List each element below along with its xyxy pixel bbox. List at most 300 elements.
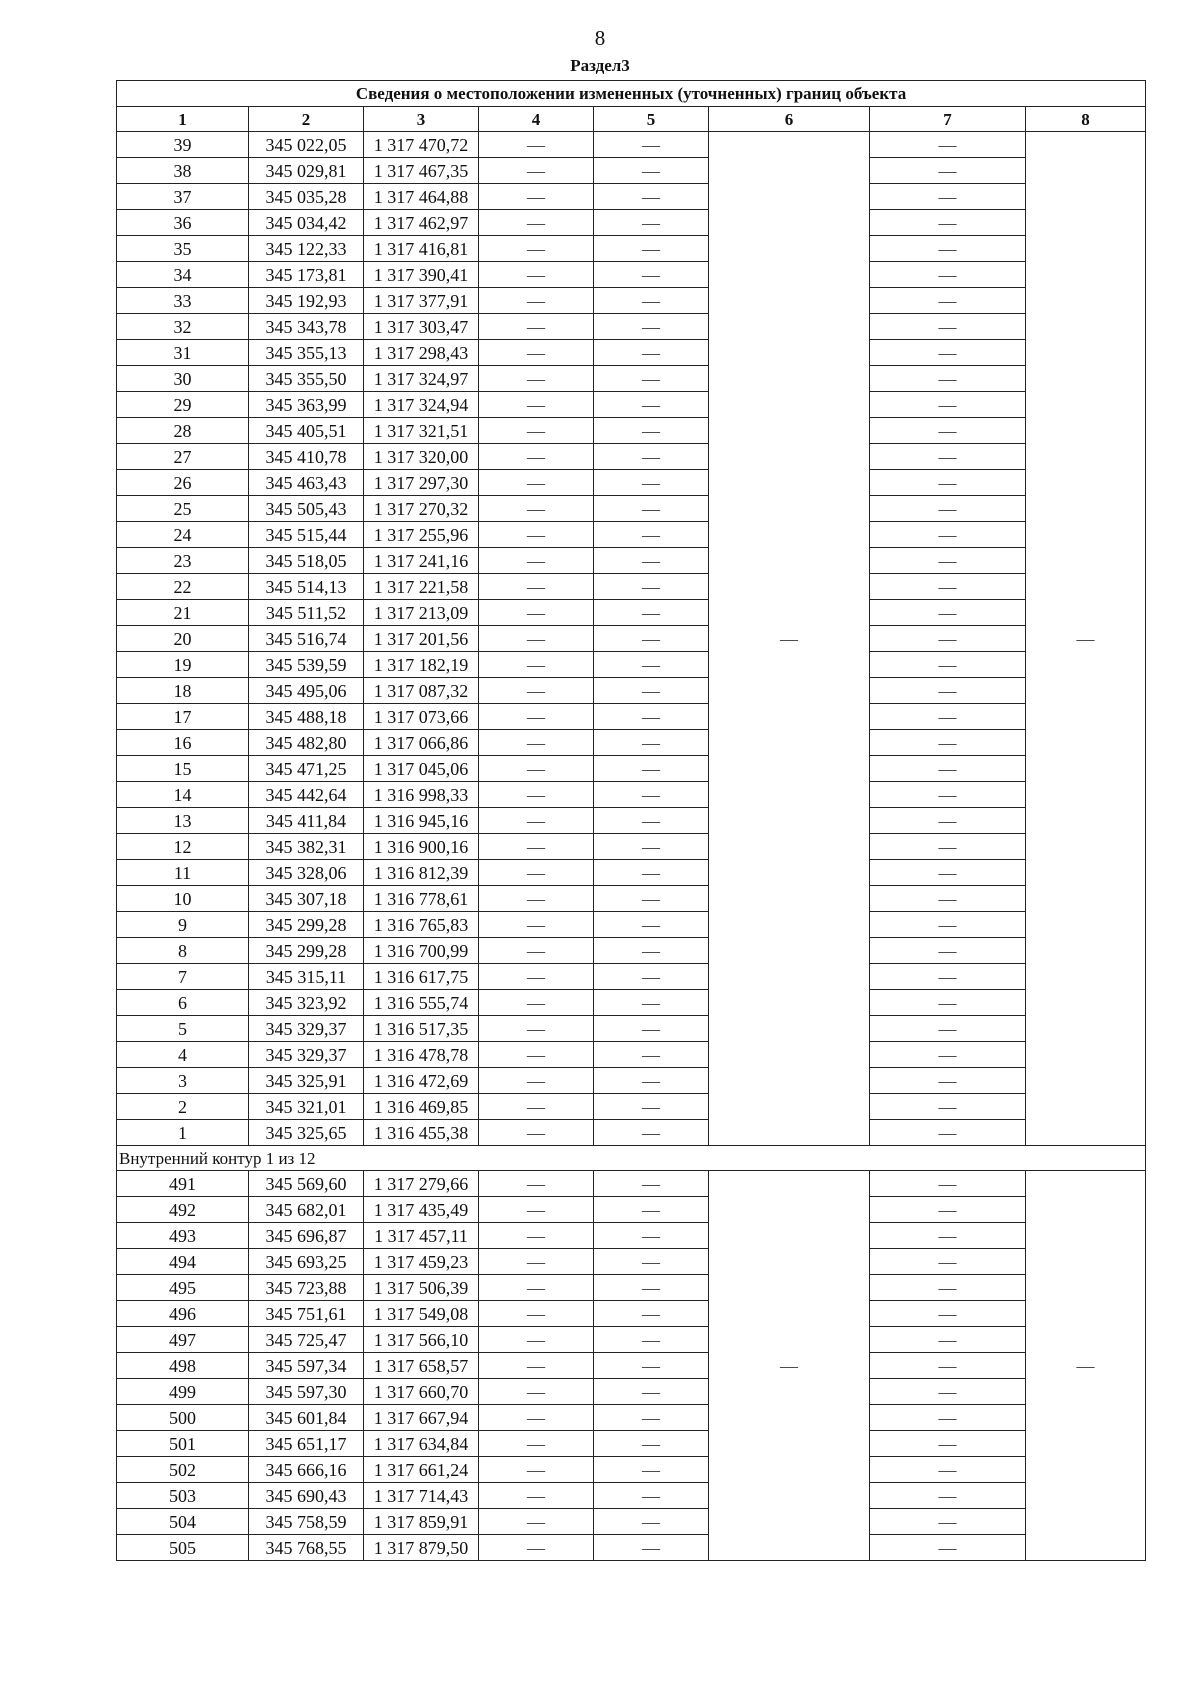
column-7-cell: — bbox=[870, 1327, 1026, 1353]
column-5-cell: — bbox=[594, 314, 709, 340]
y-coordinate-cell: 1 316 517,35 bbox=[364, 1016, 479, 1042]
x-coordinate-cell: 345 307,18 bbox=[249, 886, 364, 912]
table-row bbox=[117, 444, 1146, 470]
column-5-cell: — bbox=[594, 1068, 709, 1094]
contour-label: Внутренний контур 1 из 12 bbox=[117, 1146, 1146, 1171]
y-coordinate-cell: 1 317 549,08 bbox=[364, 1301, 479, 1327]
table-row bbox=[117, 834, 1146, 860]
column-4-cell: — bbox=[479, 1171, 594, 1197]
y-coordinate-cell: 1 317 416,81 bbox=[364, 236, 479, 262]
column-5-cell: — bbox=[594, 470, 709, 496]
y-coordinate-cell: 1 317 182,19 bbox=[364, 652, 479, 678]
column-7-cell: — bbox=[870, 444, 1026, 470]
column-7-cell: — bbox=[870, 834, 1026, 860]
x-coordinate-cell: 345 035,28 bbox=[249, 184, 364, 210]
point-number-cell: 26 bbox=[117, 470, 249, 496]
column-5-cell: — bbox=[594, 392, 709, 418]
column-7-cell: — bbox=[870, 158, 1026, 184]
column-7-cell: — bbox=[870, 340, 1026, 366]
column-4-cell: — bbox=[479, 886, 594, 912]
x-coordinate-cell: 345 325,91 bbox=[249, 1068, 364, 1094]
column-7-cell: — bbox=[870, 1042, 1026, 1068]
column-5-cell: — bbox=[594, 1327, 709, 1353]
y-coordinate-cell: 1 317 667,94 bbox=[364, 1405, 479, 1431]
x-coordinate-cell: 345 725,47 bbox=[249, 1327, 364, 1353]
column-7-cell: — bbox=[870, 496, 1026, 522]
y-coordinate-cell: 1 317 255,96 bbox=[364, 522, 479, 548]
x-coordinate-cell: 345 682,01 bbox=[249, 1197, 364, 1223]
y-coordinate-cell: 1 317 435,49 bbox=[364, 1197, 479, 1223]
column-7-cell: — bbox=[870, 756, 1026, 782]
point-number-cell: 501 bbox=[117, 1431, 249, 1457]
y-coordinate-cell: 1 317 470,72 bbox=[364, 132, 479, 158]
x-coordinate-cell: 345 325,65 bbox=[249, 1120, 364, 1146]
column-8-merged-cell: — bbox=[1026, 1171, 1146, 1561]
column-4-cell: — bbox=[479, 392, 594, 418]
column-7-cell: — bbox=[870, 392, 1026, 418]
column-6-merged-cell: — bbox=[709, 1171, 870, 1561]
point-number-cell: 20 bbox=[117, 626, 249, 652]
table-row bbox=[117, 1120, 1146, 1146]
column-7-cell: — bbox=[870, 626, 1026, 652]
column-7-cell: — bbox=[870, 1223, 1026, 1249]
column-7-cell: — bbox=[870, 600, 1026, 626]
y-coordinate-cell: 1 317 506,39 bbox=[364, 1275, 479, 1301]
point-number-cell: 34 bbox=[117, 262, 249, 288]
table-row bbox=[117, 1327, 1146, 1353]
table-row bbox=[117, 1223, 1146, 1249]
point-number-cell: 18 bbox=[117, 678, 249, 704]
table-row bbox=[117, 652, 1146, 678]
column-5-cell: — bbox=[594, 912, 709, 938]
column-7-cell: — bbox=[870, 1353, 1026, 1379]
column-5-cell: — bbox=[594, 1535, 709, 1561]
y-coordinate-cell: 1 317 390,41 bbox=[364, 262, 479, 288]
column-7-cell: — bbox=[870, 1068, 1026, 1094]
column-5-cell: — bbox=[594, 184, 709, 210]
point-number-cell: 28 bbox=[117, 418, 249, 444]
column-5-cell: — bbox=[594, 262, 709, 288]
point-number-cell: 498 bbox=[117, 1353, 249, 1379]
column-5-cell: — bbox=[594, 990, 709, 1016]
column-number: 1 bbox=[117, 107, 249, 132]
y-coordinate-cell: 1 316 617,75 bbox=[364, 964, 479, 990]
y-coordinate-cell: 1 317 324,97 bbox=[364, 366, 479, 392]
column-5-cell: — bbox=[594, 756, 709, 782]
table-row bbox=[117, 912, 1146, 938]
table-row bbox=[117, 1171, 1146, 1197]
column-5-cell: — bbox=[594, 834, 709, 860]
table-row bbox=[117, 132, 1146, 158]
column-5-cell: — bbox=[594, 1016, 709, 1042]
column-5-cell: — bbox=[594, 626, 709, 652]
point-number-cell: 37 bbox=[117, 184, 249, 210]
point-number-cell: 500 bbox=[117, 1405, 249, 1431]
point-number-cell: 1 bbox=[117, 1120, 249, 1146]
y-coordinate-cell: 1 316 455,38 bbox=[364, 1120, 479, 1146]
point-number-cell: 8 bbox=[117, 938, 249, 964]
column-7-cell: — bbox=[870, 782, 1026, 808]
point-number-cell: 502 bbox=[117, 1457, 249, 1483]
point-number-cell: 497 bbox=[117, 1327, 249, 1353]
x-coordinate-cell: 345 693,25 bbox=[249, 1249, 364, 1275]
column-5-cell: — bbox=[594, 704, 709, 730]
column-7-cell: — bbox=[870, 1535, 1026, 1561]
y-coordinate-cell: 1 316 812,39 bbox=[364, 860, 479, 886]
column-4-cell: — bbox=[479, 1483, 594, 1509]
y-coordinate-cell: 1 317 303,47 bbox=[364, 314, 479, 340]
x-coordinate-cell: 345 463,43 bbox=[249, 470, 364, 496]
column-5-cell: — bbox=[594, 548, 709, 574]
column-7-cell: — bbox=[870, 1120, 1026, 1146]
column-5-cell: — bbox=[594, 1431, 709, 1457]
x-coordinate-cell: 345 482,80 bbox=[249, 730, 364, 756]
table-title: Сведения о местоположении измененных (уточненных) границ объекта bbox=[117, 81, 1146, 107]
column-4-cell: — bbox=[479, 288, 594, 314]
column-7-cell: — bbox=[870, 1405, 1026, 1431]
column-4-cell: — bbox=[479, 756, 594, 782]
boundary-coordinates-table bbox=[116, 80, 1146, 1561]
y-coordinate-cell: 1 317 467,35 bbox=[364, 158, 479, 184]
column-7-cell: — bbox=[870, 1197, 1026, 1223]
column-7-cell: — bbox=[870, 938, 1026, 964]
point-number-cell: 499 bbox=[117, 1379, 249, 1405]
contour-label-row bbox=[117, 1146, 1146, 1171]
column-5-cell: — bbox=[594, 860, 709, 886]
table-row bbox=[117, 1094, 1146, 1120]
y-coordinate-cell: 1 317 279,66 bbox=[364, 1171, 479, 1197]
x-coordinate-cell: 345 597,34 bbox=[249, 1353, 364, 1379]
column-5-cell: — bbox=[594, 1197, 709, 1223]
column-5-cell: — bbox=[594, 574, 709, 600]
point-number-cell: 22 bbox=[117, 574, 249, 600]
point-number-cell: 29 bbox=[117, 392, 249, 418]
column-4-cell: — bbox=[479, 1379, 594, 1405]
point-number-cell: 495 bbox=[117, 1275, 249, 1301]
column-5-cell: — bbox=[594, 1094, 709, 1120]
column-5-cell: — bbox=[594, 418, 709, 444]
column-7-cell: — bbox=[870, 730, 1026, 756]
y-coordinate-cell: 1 316 900,16 bbox=[364, 834, 479, 860]
point-number-cell: 493 bbox=[117, 1223, 249, 1249]
x-coordinate-cell: 345 343,78 bbox=[249, 314, 364, 340]
column-6-merged-cell: — bbox=[709, 132, 870, 1146]
y-coordinate-cell: 1 317 457,11 bbox=[364, 1223, 479, 1249]
column-7-cell: — bbox=[870, 1483, 1026, 1509]
column-4-cell: — bbox=[479, 1016, 594, 1042]
x-coordinate-cell: 345 329,37 bbox=[249, 1016, 364, 1042]
column-4-cell: — bbox=[479, 444, 594, 470]
column-5-cell: — bbox=[594, 1379, 709, 1405]
table-row bbox=[117, 1249, 1146, 1275]
column-7-cell: — bbox=[870, 990, 1026, 1016]
table-row bbox=[117, 1068, 1146, 1094]
y-coordinate-cell: 1 317 462,97 bbox=[364, 210, 479, 236]
point-number-cell: 33 bbox=[117, 288, 249, 314]
table-row bbox=[117, 314, 1146, 340]
column-5-cell: — bbox=[594, 1509, 709, 1535]
column-4-cell: — bbox=[479, 210, 594, 236]
point-number-cell: 35 bbox=[117, 236, 249, 262]
x-coordinate-cell: 345 488,18 bbox=[249, 704, 364, 730]
point-number-cell: 17 bbox=[117, 704, 249, 730]
column-4-cell: — bbox=[479, 1275, 594, 1301]
column-7-cell: — bbox=[870, 1094, 1026, 1120]
point-number-cell: 12 bbox=[117, 834, 249, 860]
point-number-cell: 11 bbox=[117, 860, 249, 886]
column-7-cell: — bbox=[870, 1171, 1026, 1197]
x-coordinate-cell: 345 597,30 bbox=[249, 1379, 364, 1405]
table-row bbox=[117, 1405, 1146, 1431]
y-coordinate-cell: 1 317 321,51 bbox=[364, 418, 479, 444]
point-number-cell: 15 bbox=[117, 756, 249, 782]
x-coordinate-cell: 345 405,51 bbox=[249, 418, 364, 444]
x-coordinate-cell: 345 515,44 bbox=[249, 522, 364, 548]
x-coordinate-cell: 345 321,01 bbox=[249, 1094, 364, 1120]
column-7-cell: — bbox=[870, 860, 1026, 886]
table-row bbox=[117, 1483, 1146, 1509]
column-5-cell: — bbox=[594, 1042, 709, 1068]
column-number-row bbox=[117, 107, 1146, 132]
table-row bbox=[117, 1457, 1146, 1483]
column-7-cell: — bbox=[870, 1301, 1026, 1327]
y-coordinate-cell: 1 317 634,84 bbox=[364, 1431, 479, 1457]
column-7-cell: — bbox=[870, 366, 1026, 392]
x-coordinate-cell: 345 382,31 bbox=[249, 834, 364, 860]
table-row bbox=[117, 262, 1146, 288]
table-row bbox=[117, 1509, 1146, 1535]
x-coordinate-cell: 345 315,11 bbox=[249, 964, 364, 990]
point-number-cell: 491 bbox=[117, 1171, 249, 1197]
table-row bbox=[117, 626, 1146, 652]
table-row bbox=[117, 210, 1146, 236]
column-5-cell: — bbox=[594, 782, 709, 808]
table-row bbox=[117, 470, 1146, 496]
table-row bbox=[117, 886, 1146, 912]
column-7-cell: — bbox=[870, 314, 1026, 340]
table-row bbox=[117, 1353, 1146, 1379]
x-coordinate-cell: 345 022,05 bbox=[249, 132, 364, 158]
y-coordinate-cell: 1 317 661,24 bbox=[364, 1457, 479, 1483]
column-4-cell: — bbox=[479, 236, 594, 262]
column-4-cell: — bbox=[479, 496, 594, 522]
y-coordinate-cell: 1 317 045,06 bbox=[364, 756, 479, 782]
column-4-cell: — bbox=[479, 340, 594, 366]
x-coordinate-cell: 345 411,84 bbox=[249, 808, 364, 834]
x-coordinate-cell: 345 514,13 bbox=[249, 574, 364, 600]
y-coordinate-cell: 1 316 998,33 bbox=[364, 782, 479, 808]
x-coordinate-cell: 345 323,92 bbox=[249, 990, 364, 1016]
x-coordinate-cell: 345 442,64 bbox=[249, 782, 364, 808]
point-number-cell: 27 bbox=[117, 444, 249, 470]
x-coordinate-cell: 345 173,81 bbox=[249, 262, 364, 288]
column-5-cell: — bbox=[594, 1171, 709, 1197]
column-4-cell: — bbox=[479, 1457, 594, 1483]
column-4-cell: — bbox=[479, 1353, 594, 1379]
column-5-cell: — bbox=[594, 366, 709, 392]
column-7-cell: — bbox=[870, 1275, 1026, 1301]
y-coordinate-cell: 1 317 221,58 bbox=[364, 574, 479, 600]
point-number-cell: 9 bbox=[117, 912, 249, 938]
column-4-cell: — bbox=[479, 990, 594, 1016]
y-coordinate-cell: 1 316 778,61 bbox=[364, 886, 479, 912]
x-coordinate-cell: 345 029,81 bbox=[249, 158, 364, 184]
y-coordinate-cell: 1 316 765,83 bbox=[364, 912, 479, 938]
table-row bbox=[117, 1535, 1146, 1561]
column-5-cell: — bbox=[594, 652, 709, 678]
column-5-cell: — bbox=[594, 132, 709, 158]
column-4-cell: — bbox=[479, 678, 594, 704]
column-4-cell: — bbox=[479, 1327, 594, 1353]
column-7-cell: — bbox=[870, 1379, 1026, 1405]
column-5-cell: — bbox=[594, 288, 709, 314]
x-coordinate-cell: 345 651,17 bbox=[249, 1431, 364, 1457]
y-coordinate-cell: 1 317 324,94 bbox=[364, 392, 479, 418]
column-number: 4 bbox=[479, 107, 594, 132]
x-coordinate-cell: 345 034,42 bbox=[249, 210, 364, 236]
table-row bbox=[117, 496, 1146, 522]
table-row bbox=[117, 522, 1146, 548]
table-row bbox=[117, 1197, 1146, 1223]
x-coordinate-cell: 345 768,55 bbox=[249, 1535, 364, 1561]
table-row bbox=[117, 1042, 1146, 1068]
column-4-cell: — bbox=[479, 808, 594, 834]
column-4-cell: — bbox=[479, 860, 594, 886]
column-5-cell: — bbox=[594, 1483, 709, 1509]
x-coordinate-cell: 345 751,61 bbox=[249, 1301, 364, 1327]
y-coordinate-cell: 1 317 073,66 bbox=[364, 704, 479, 730]
point-number-cell: 16 bbox=[117, 730, 249, 756]
column-4-cell: — bbox=[479, 522, 594, 548]
column-5-cell: — bbox=[594, 236, 709, 262]
column-7-cell: — bbox=[870, 912, 1026, 938]
column-4-cell: — bbox=[479, 600, 594, 626]
table-title-row bbox=[117, 81, 1146, 107]
x-coordinate-cell: 345 539,59 bbox=[249, 652, 364, 678]
point-number-cell: 38 bbox=[117, 158, 249, 184]
x-coordinate-cell: 345 299,28 bbox=[249, 912, 364, 938]
column-4-cell: — bbox=[479, 1509, 594, 1535]
point-number-cell: 2 bbox=[117, 1094, 249, 1120]
column-4-cell: — bbox=[479, 1431, 594, 1457]
column-7-cell: — bbox=[870, 1016, 1026, 1042]
x-coordinate-cell: 345 696,87 bbox=[249, 1223, 364, 1249]
column-number: 8 bbox=[1026, 107, 1146, 132]
column-7-cell: — bbox=[870, 132, 1026, 158]
column-5-cell: — bbox=[594, 158, 709, 184]
table-row bbox=[117, 990, 1146, 1016]
column-4-cell: — bbox=[479, 1120, 594, 1146]
column-4-cell: — bbox=[479, 574, 594, 600]
point-number-cell: 5 bbox=[117, 1016, 249, 1042]
column-5-cell: — bbox=[594, 340, 709, 366]
x-coordinate-cell: 345 328,06 bbox=[249, 860, 364, 886]
table-row bbox=[117, 574, 1146, 600]
point-number-cell: 21 bbox=[117, 600, 249, 626]
y-coordinate-cell: 1 316 945,16 bbox=[364, 808, 479, 834]
column-5-cell: — bbox=[594, 678, 709, 704]
column-5-cell: — bbox=[594, 886, 709, 912]
point-number-cell: 31 bbox=[117, 340, 249, 366]
column-5-cell: — bbox=[594, 1301, 709, 1327]
point-number-cell: 505 bbox=[117, 1535, 249, 1561]
point-number-cell: 6 bbox=[117, 990, 249, 1016]
column-4-cell: — bbox=[479, 626, 594, 652]
x-coordinate-cell: 345 471,25 bbox=[249, 756, 364, 782]
x-coordinate-cell: 345 363,99 bbox=[249, 392, 364, 418]
column-7-cell: — bbox=[870, 470, 1026, 496]
column-7-cell: — bbox=[870, 574, 1026, 600]
y-coordinate-cell: 1 317 297,30 bbox=[364, 470, 479, 496]
column-7-cell: — bbox=[870, 288, 1026, 314]
x-coordinate-cell: 345 329,37 bbox=[249, 1042, 364, 1068]
y-coordinate-cell: 1 317 859,91 bbox=[364, 1509, 479, 1535]
table-row bbox=[117, 340, 1146, 366]
table-row bbox=[117, 1275, 1146, 1301]
column-7-cell: — bbox=[870, 1249, 1026, 1275]
table-row bbox=[117, 600, 1146, 626]
column-7-cell: — bbox=[870, 184, 1026, 210]
y-coordinate-cell: 1 316 555,74 bbox=[364, 990, 479, 1016]
column-7-cell: — bbox=[870, 678, 1026, 704]
table-row bbox=[117, 236, 1146, 262]
column-4-cell: — bbox=[479, 912, 594, 938]
point-number-cell: 4 bbox=[117, 1042, 249, 1068]
column-7-cell: — bbox=[870, 522, 1026, 548]
x-coordinate-cell: 345 122,33 bbox=[249, 236, 364, 262]
point-number-cell: 496 bbox=[117, 1301, 249, 1327]
column-4-cell: — bbox=[479, 652, 594, 678]
column-5-cell: — bbox=[594, 964, 709, 990]
column-5-cell: — bbox=[594, 1275, 709, 1301]
point-number-cell: 23 bbox=[117, 548, 249, 574]
column-7-cell: — bbox=[870, 418, 1026, 444]
column-5-cell: — bbox=[594, 730, 709, 756]
point-number-cell: 492 bbox=[117, 1197, 249, 1223]
x-coordinate-cell: 345 355,13 bbox=[249, 340, 364, 366]
column-4-cell: — bbox=[479, 938, 594, 964]
y-coordinate-cell: 1 317 459,23 bbox=[364, 1249, 479, 1275]
point-number-cell: 503 bbox=[117, 1483, 249, 1509]
y-coordinate-cell: 1 317 879,50 bbox=[364, 1535, 479, 1561]
point-number-cell: 24 bbox=[117, 522, 249, 548]
y-coordinate-cell: 1 316 469,85 bbox=[364, 1094, 479, 1120]
column-7-cell: — bbox=[870, 652, 1026, 678]
table-row bbox=[117, 158, 1146, 184]
y-coordinate-cell: 1 317 213,09 bbox=[364, 600, 479, 626]
y-coordinate-cell: 1 317 270,32 bbox=[364, 496, 479, 522]
column-5-cell: — bbox=[594, 1223, 709, 1249]
y-coordinate-cell: 1 317 714,43 bbox=[364, 1483, 479, 1509]
table-row bbox=[117, 782, 1146, 808]
point-number-cell: 7 bbox=[117, 964, 249, 990]
column-4-cell: — bbox=[479, 366, 594, 392]
column-7-cell: — bbox=[870, 236, 1026, 262]
column-4-cell: — bbox=[479, 964, 594, 990]
table-row bbox=[117, 704, 1146, 730]
section-title: Раздел3 bbox=[570, 56, 630, 75]
column-7-cell: — bbox=[870, 262, 1026, 288]
y-coordinate-cell: 1 317 658,57 bbox=[364, 1353, 479, 1379]
column-4-cell: — bbox=[479, 1249, 594, 1275]
x-coordinate-cell: 345 723,88 bbox=[249, 1275, 364, 1301]
point-number-cell: 36 bbox=[117, 210, 249, 236]
column-4-cell: — bbox=[479, 1094, 594, 1120]
point-number-cell: 504 bbox=[117, 1509, 249, 1535]
column-4-cell: — bbox=[479, 1301, 594, 1327]
column-number: 6 bbox=[709, 107, 870, 132]
y-coordinate-cell: 1 317 087,32 bbox=[364, 678, 479, 704]
